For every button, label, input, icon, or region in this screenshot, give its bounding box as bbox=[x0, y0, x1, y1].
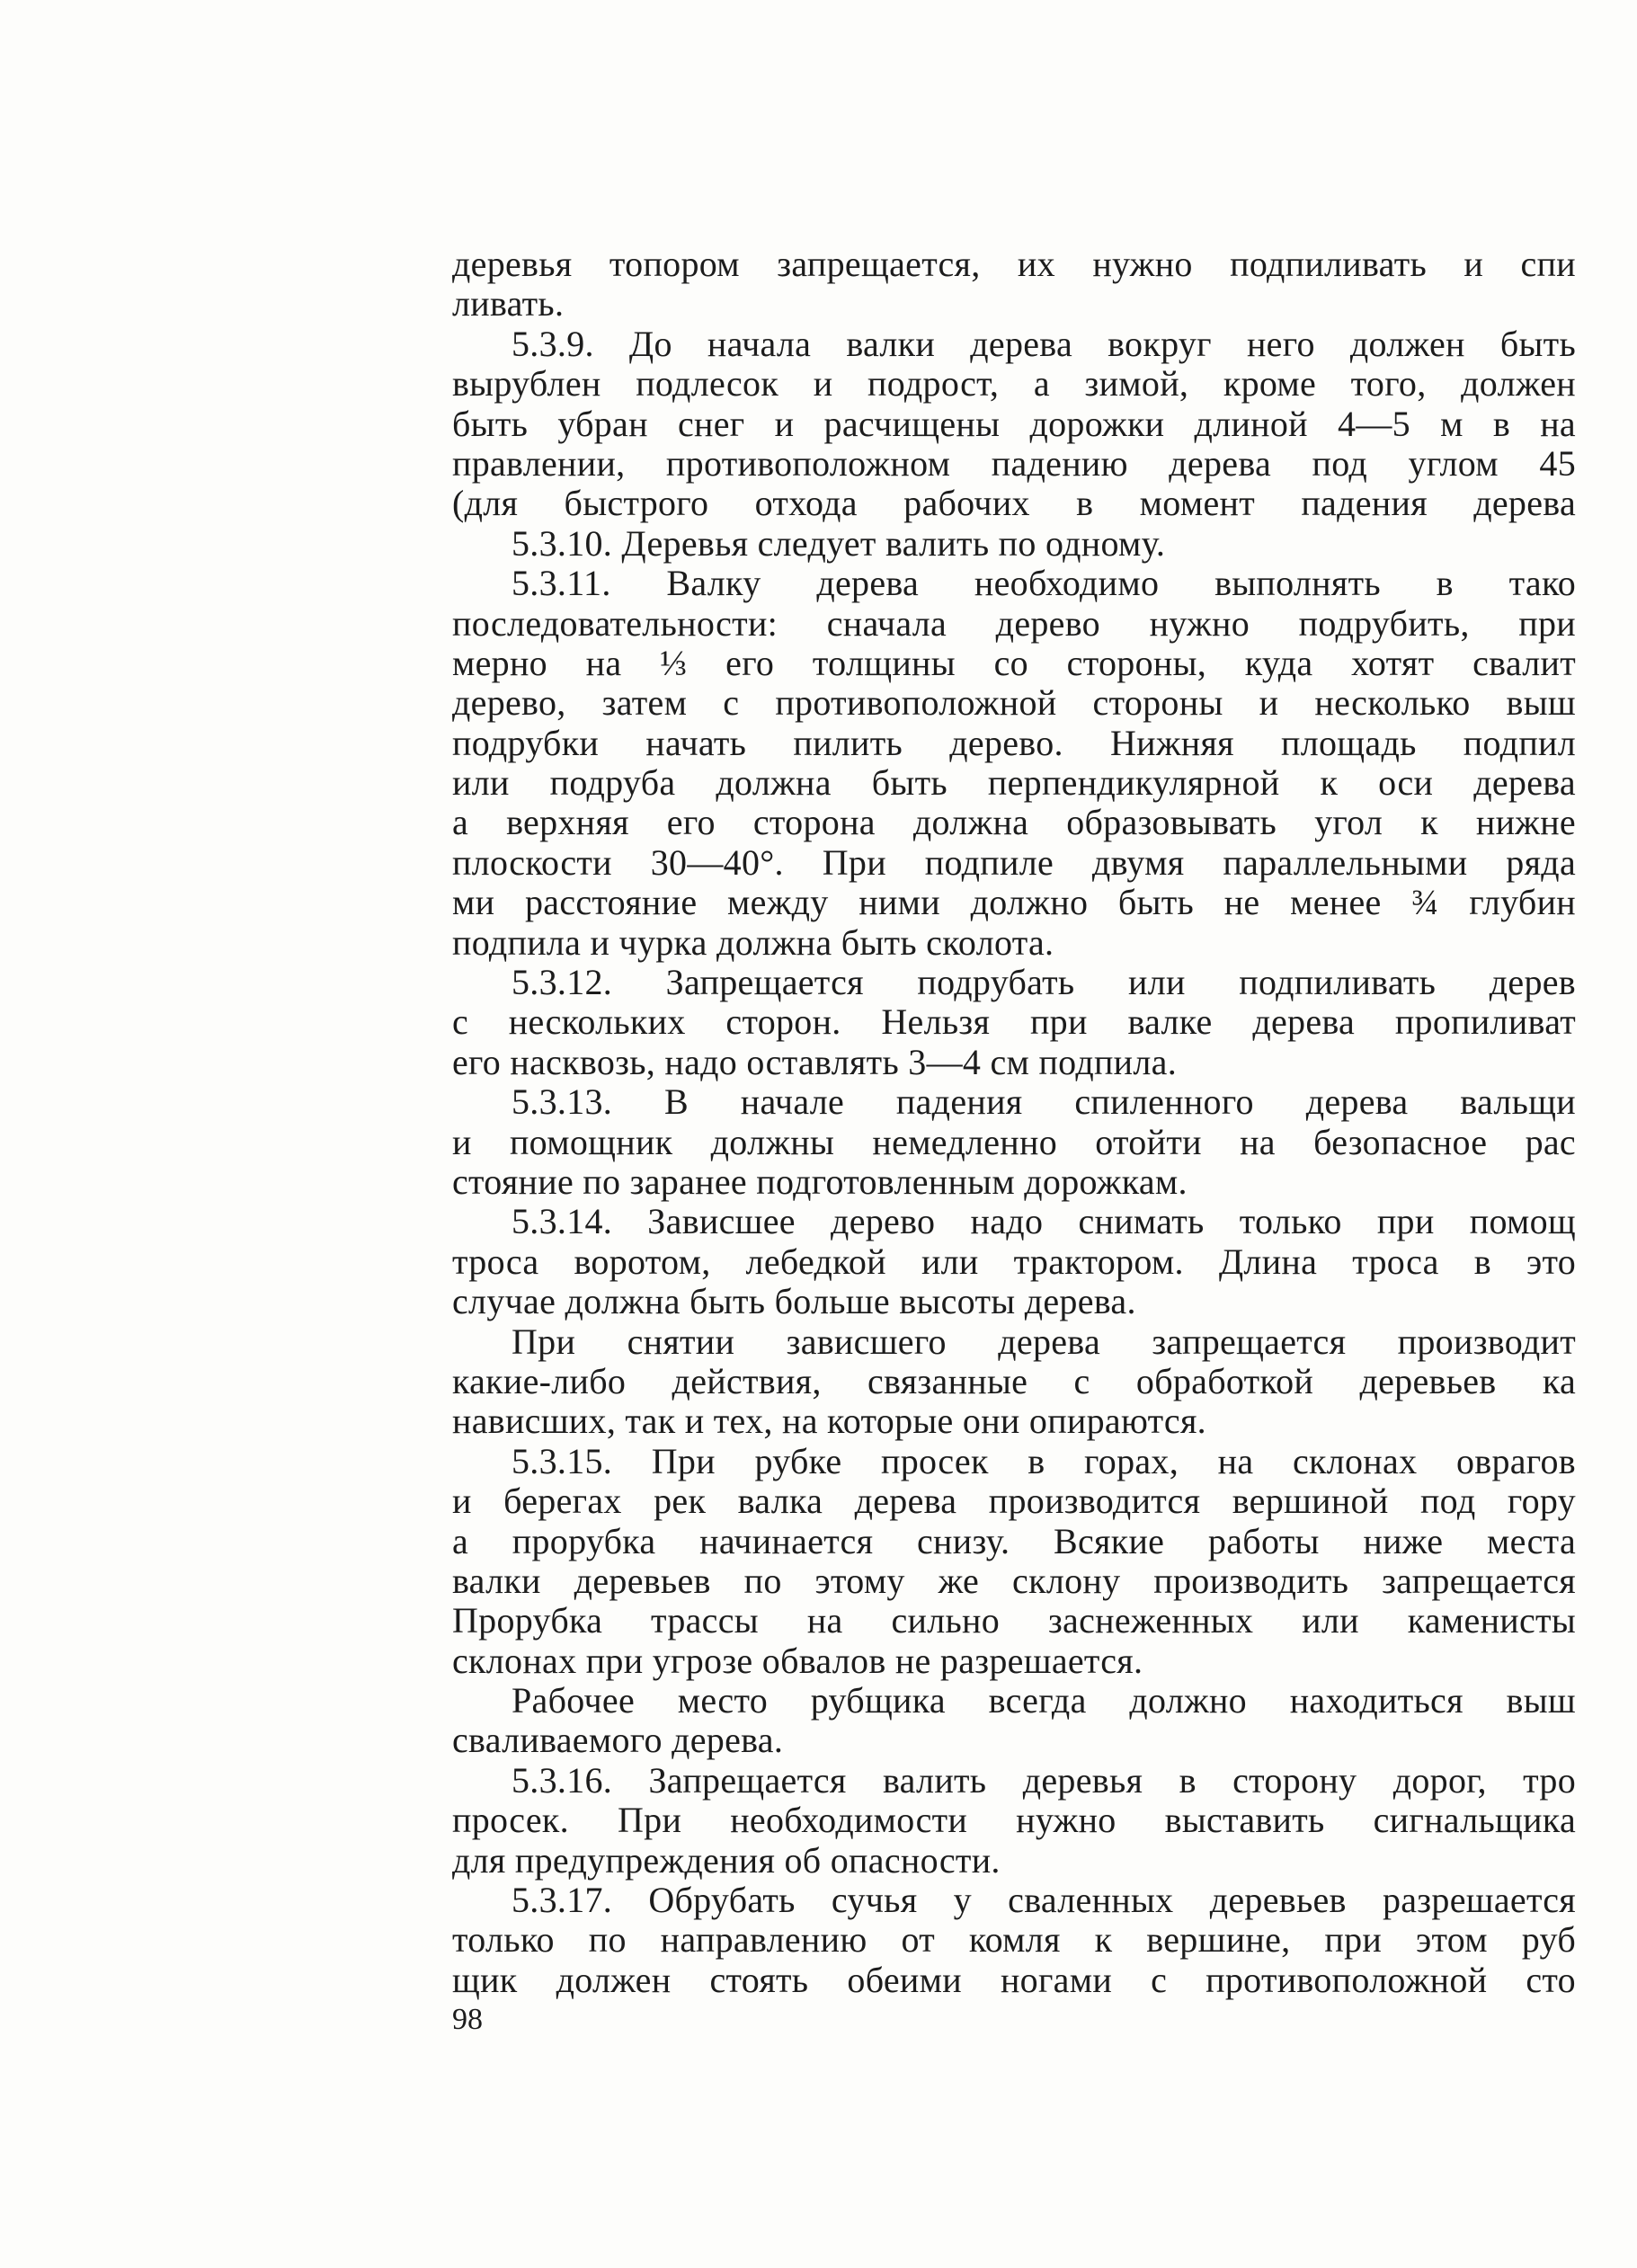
text-line: а верхняя его сторона должна образовывать угол к нижне bbox=[452, 803, 1576, 843]
text-line: дерево, затем с противоположной стороны и несколько выш bbox=[452, 683, 1576, 724]
text-line: 5.3.9. До начала валки дерева вокруг него должен быть bbox=[512, 324, 1576, 364]
text-line: стояние по заранее подготовленным дорожкам. bbox=[452, 1161, 1188, 1202]
text-line: вырублен подлесок и подрост, а зимой, кроме того, должен bbox=[452, 364, 1576, 405]
text-line: подпила и чурка должна быть сколота. bbox=[452, 922, 1054, 963]
text-line: или подруба должна быть перпендикулярной к оси дерева bbox=[452, 763, 1576, 804]
page-number: 98 bbox=[452, 2003, 483, 2036]
text-line: подрубки начать пилить дерево. Нижняя площадь подпил bbox=[452, 723, 1576, 763]
text-line: валки деревьев по этому же склону производить запрещается bbox=[452, 1561, 1576, 1601]
text-line: случае должна быть больше высоты дерева. bbox=[452, 1282, 1136, 1322]
text-line: 5.3.16. Запрещается валить деревья в сторону дорог, тро bbox=[512, 1760, 1576, 1801]
text-line: быть убран снег и расчищены дорожки длиной 4—5 м в на bbox=[452, 404, 1576, 444]
text-line: какие-либо действия, связанные с обработкой деревьев ка bbox=[452, 1361, 1576, 1401]
text-line: щик должен стоять обеими ногами с противоположной сто bbox=[452, 1960, 1576, 2000]
text-line: троса воротом, лебедкой или трактором. Длина троса в это bbox=[452, 1241, 1576, 1282]
text-line: деревья топором запрещается, их нужно подпиливать и спи bbox=[452, 245, 1576, 284]
text-line: нависших, так и тех, на которые они опираются. bbox=[452, 1401, 1206, 1442]
text-line: только по направлению от комля к вершине, при этом руб bbox=[452, 1920, 1576, 1961]
text-line: и помощник должны немедленно отойти на безопасное рас bbox=[452, 1122, 1576, 1162]
text-line: Рабочее место рубщика всегда должно находиться выш bbox=[512, 1681, 1576, 1721]
text-line: правлении, противоположном падению дерева под углом 45 bbox=[452, 443, 1576, 484]
text-line: для предупреждения об опасности. bbox=[452, 1840, 1001, 1881]
text-line: а прорубка начинается снизу. Всякие работы ниже места bbox=[452, 1521, 1576, 1561]
text-line: (для быстрого отхода рабочих в момент падения дерева bbox=[452, 484, 1576, 524]
text-line: просек. При необходимости нужно выставить сигнальщика bbox=[452, 1801, 1576, 1841]
text-line: 5.3.13. В начале падения спиленного дерева вальщи bbox=[512, 1082, 1576, 1123]
body-text bbox=[452, 245, 1576, 2000]
text-line: 5.3.11. Валку дерева необходимо выполнять в тако bbox=[512, 564, 1576, 604]
text-line: ливать. bbox=[452, 284, 565, 325]
text-line: 5.3.12. Запрещается подрубать или подпиливать дерев bbox=[512, 963, 1576, 1003]
text-line: Прорубка трассы на сильно заснеженных или каменисты bbox=[452, 1601, 1576, 1641]
text-line: При снятии зависшего дерева запрещается производит bbox=[512, 1321, 1576, 1362]
text-line: 5.3.14. Зависшее дерево надо снимать только при помощ bbox=[512, 1202, 1576, 1242]
text-line: ми расстояние между ними должно быть не менее ¾ глубин bbox=[452, 883, 1576, 923]
text-line: мерно на ⅓ его толщины со стороны, куда хотят свалит bbox=[452, 643, 1576, 683]
text-line: и берегах рек валка дерева производится вершиной под гору bbox=[452, 1481, 1576, 1522]
text-line: 5.3.15. При рубке просек в горах, на склонах оврагов bbox=[512, 1441, 1576, 1481]
text-line: с нескольких сторон. Нельзя при валке дерева пропиливат bbox=[452, 1002, 1576, 1043]
text-line: плоскости 30—40°. При подпиле двумя параллельными ряда bbox=[452, 842, 1576, 883]
text-line: последовательности: сначала дерево нужно подрубить, при bbox=[452, 603, 1576, 644]
text-line: 5.3.10. Деревья следует валить по одному. bbox=[512, 523, 1166, 564]
text-line: склонах при угрозе обвалов не разрешается. bbox=[452, 1641, 1143, 1681]
text-line: 5.3.17. Обрубать сучья у сваленных деревьев разрешается bbox=[512, 1881, 1576, 1921]
text-line: его насквозь, надо оставлять 3—4 см подпила. bbox=[452, 1042, 1177, 1082]
text-line: сваливаемого дерева. bbox=[452, 1721, 784, 1761]
